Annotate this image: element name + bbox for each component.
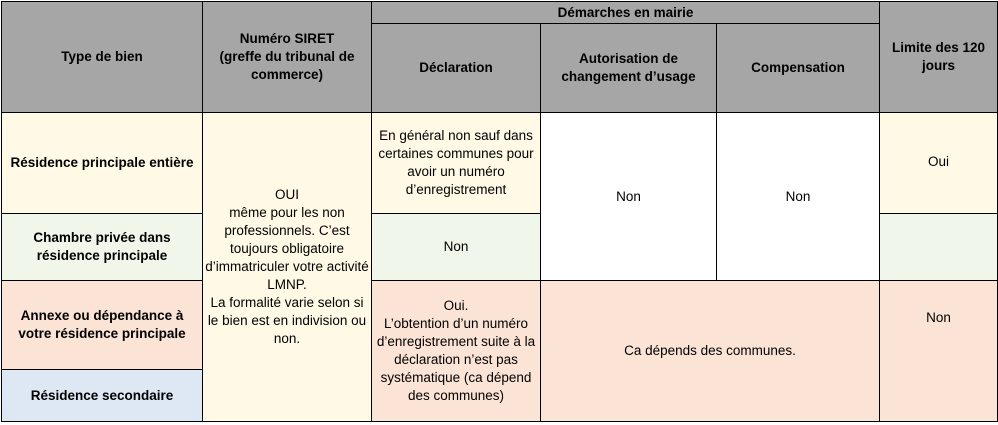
- autorisation-compensation-r3-r4: Ca dépends des communes.: [541, 281, 880, 422]
- row-type-residence-secondaire: Résidence secondaire: [2, 370, 203, 422]
- row-type-chambre-privee: Chambre privée dans résidence principale: [2, 214, 203, 281]
- declaration-residence-principale: En général non sauf dans certaines communes pour avoir un numéro d’enregistrement: [372, 113, 541, 214]
- siret-cell: OUI même pour les non professionnels. C’est toujours obligatoire d’immatriculer votre activité LMNP. La formalité varie selon si le bien est en indivision ou non.: [203, 113, 372, 422]
- compensation-r1-r2: Non: [717, 113, 880, 281]
- header-demarches-en-mairie: Démarches en mairie: [372, 2, 880, 24]
- declaration-r3-r4: Oui. L’obtention d’un numéro d’enregistrement suite à la déclaration n’est pas systématique (ca dépend des communes): [372, 281, 541, 422]
- limite-r1: Oui: [880, 113, 998, 214]
- header-siret: Numéro SIRET (greffe du tribunal de commerce): [203, 2, 372, 113]
- autorisation-r1-r2: Non: [541, 113, 717, 281]
- header-limite-120-jours: Limite des 120 jours: [880, 2, 998, 113]
- row-type-annexe: Annexe ou dépendance à votre résidence principale: [2, 281, 203, 370]
- limite-r2: [880, 214, 998, 281]
- declaration-chambre-privee: Non: [372, 214, 541, 281]
- header-declaration: Déclaration: [372, 24, 541, 113]
- header-autorisation: Autorisation de changement d’usage: [541, 24, 717, 113]
- rental-obligations-table: [1, 1, 998, 422]
- limite-r3-r4: Non: [880, 281, 998, 422]
- header-type-de-bien: Type de bien: [2, 2, 203, 113]
- row-type-residence-principale: Résidence principale entière: [2, 113, 203, 214]
- header-compensation: Compensation: [717, 24, 880, 113]
